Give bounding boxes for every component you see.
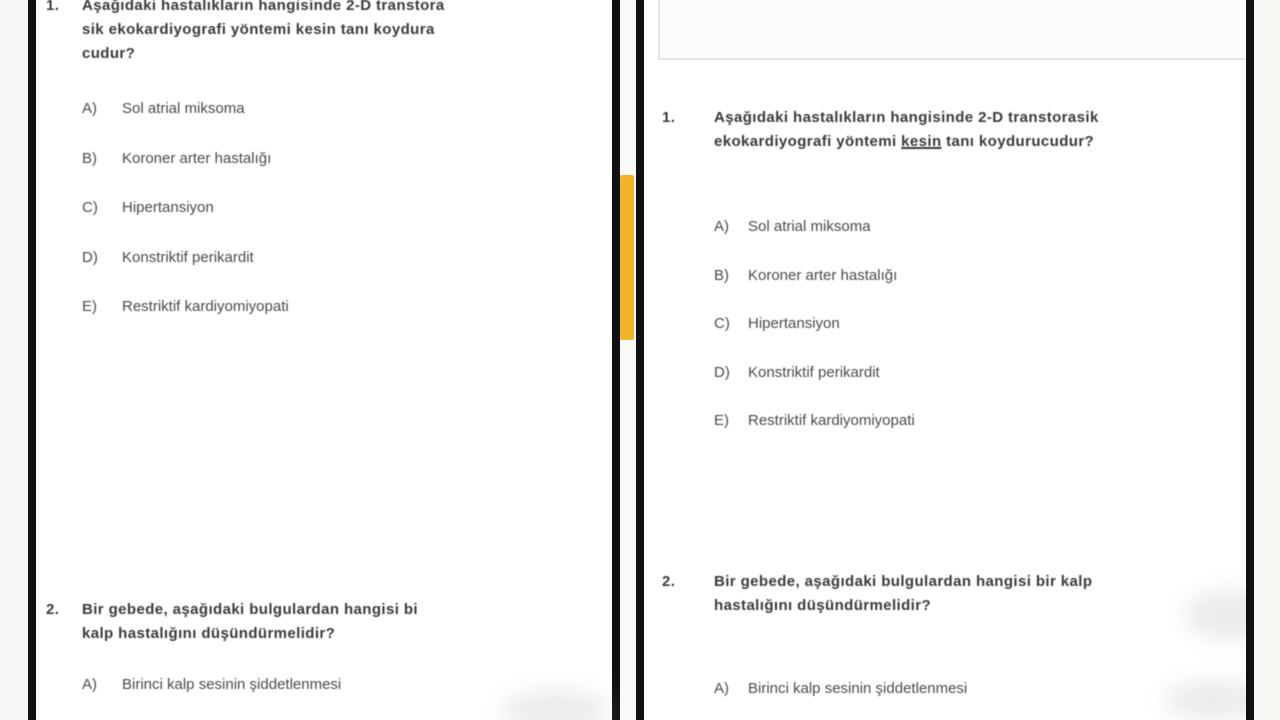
option-letter: A) <box>82 100 97 117</box>
option-text: Birinci kalp sesinin şiddetlenmesi <box>748 680 968 697</box>
question-line: Aşağıdaki hastalıkların hangisinde 2-D transtorasik <box>714 109 1099 126</box>
photo-glare <box>1164 680 1254 720</box>
option-letter: C) <box>714 315 730 332</box>
option-text: Koroner arter hastalığı <box>122 149 272 167</box>
option-letter: A) <box>714 218 729 235</box>
question-number: 2. <box>46 601 60 618</box>
option-text: Birinci kalp sesinin şiddetlenmesi <box>122 676 342 693</box>
option-letter: B) <box>714 266 729 284</box>
question-line: kalp hastalığını düşündürmelidir? <box>82 625 336 642</box>
question-line: Bir gebede, aşağıdaki bulgulardan hangisi bir kalp <box>714 573 1093 590</box>
right-question-2 <box>662 570 1252 618</box>
option-text: Sol atrial miksoma <box>748 218 871 235</box>
question-line <box>714 130 1252 154</box>
option-text: Sol atrial miksoma <box>122 100 245 117</box>
question-text-part: ekokardiyografi yöntemi <box>714 133 902 150</box>
left-exam-page <box>28 0 620 720</box>
option-letter: A) <box>82 676 97 693</box>
emphasis-word: kesin <box>901 133 942 150</box>
question-line: sik ekokardiyografi yöntemi kesin tanı koydura <box>82 21 435 38</box>
right-question-1 <box>662 106 1252 154</box>
photo-glare <box>1184 590 1254 640</box>
option-letter: E) <box>714 412 729 429</box>
option-letter: A) <box>714 680 729 697</box>
option-letter: B) <box>82 149 97 167</box>
option-text: Restriktif kardiyomiyopati <box>122 298 289 315</box>
question-number: 1. <box>46 0 60 14</box>
left-question-2 <box>46 598 620 646</box>
option-text: Hipertansiyon <box>748 315 840 332</box>
question-line: Bir gebede, aşağıdaki bulgulardan hangisi bi <box>82 601 418 618</box>
option-text: Hipertansiyon <box>122 199 214 216</box>
option-letter: D) <box>714 363 730 381</box>
option-text: Konstriktif perikardit <box>122 248 254 266</box>
question-line: hastalığını düşündürmelidir? <box>714 597 932 614</box>
option-text: Konstriktif perikardit <box>748 363 880 381</box>
yellow-divider-strip <box>620 175 634 340</box>
question-line: cudur? <box>82 45 136 62</box>
option-letter: D) <box>82 248 98 266</box>
option-text: Koroner arter hastalığı <box>748 266 898 284</box>
right-exam-page <box>636 0 1254 720</box>
left-question-1 <box>46 0 620 66</box>
question-text-part: tanı koydurucudur? <box>941 133 1095 150</box>
question-line: Aşağıdaki hastalıkların hangisinde 2-D transtora <box>82 0 445 14</box>
question-number: 2. <box>662 573 676 590</box>
question-number: 1. <box>662 109 676 126</box>
option-letter: C) <box>82 199 98 216</box>
header-box <box>658 0 1248 60</box>
option-letter: E) <box>82 298 97 315</box>
option-text: Restriktif kardiyomiyopati <box>748 412 915 429</box>
